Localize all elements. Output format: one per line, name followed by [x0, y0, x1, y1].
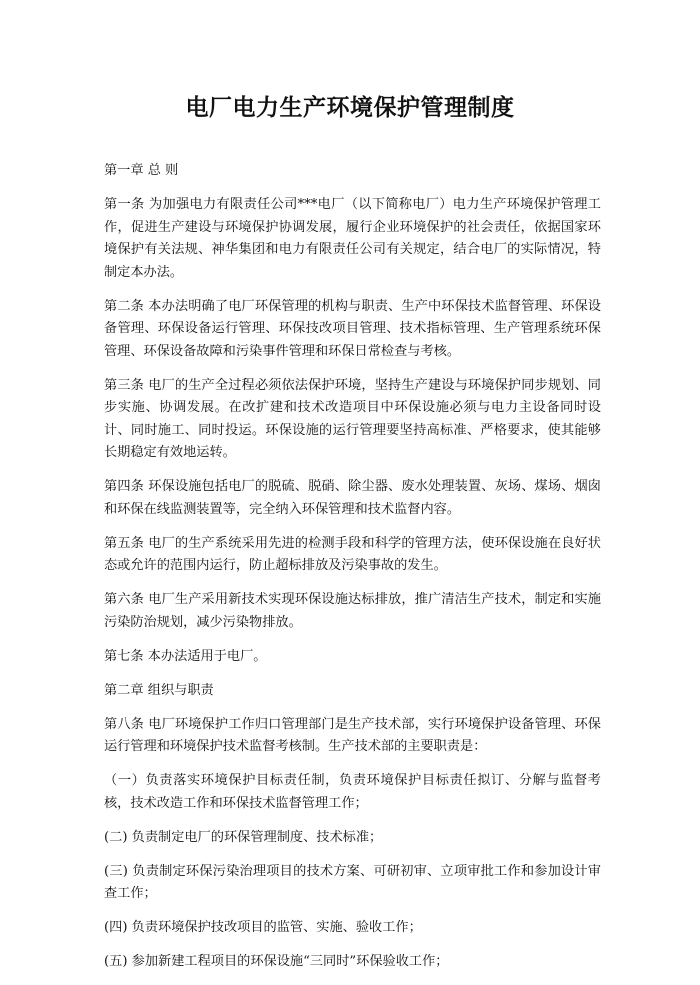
chapter-heading-2: 第二章 组织与职责	[104, 682, 214, 698]
document-title: 电厂电力生产环境保护管理制度	[185, 94, 515, 121]
article-2: 第二条 本办法明确了电厂环保管理的机构与职责、生产中环保技术监督管理、环保设备管理、环保设备运行管理、环保技改项目管理、技术指标管理、生产管理系统环保管理、环保设备故障和污染事件管理和环保日常检查与考核。	[104, 298, 601, 359]
duty-item-4: (四) 负责环境保护技改项目的监管、实施、验收工作；	[104, 920, 422, 935]
article-1: 第一条 为加强电力有限责任公司***电厂（以下简称电厂）电力生产环境保护管理工作，促进生产建设与环境保护协调发展，履行企业环境保护的社会责任，依据国家环境保护有关法规、神华集团和电力有限责任公司有关规定，结合电厂的实际情况，特制定本办法。	[104, 197, 601, 280]
article-3: 第三条 电厂的生产全过程必须依法保护环境，坚持生产建设与环境保护同步规划、同步实施、协调发展。在改扩建和技术改造项目中环保设施必须与电力主设备同时设计、同时施工、同时投运。环保设施的运行管理要坚持高标准、严格要求，使其能够长期稳定有效地运转。	[104, 377, 601, 460]
chapter-heading-1: 第一章 总 则	[104, 163, 179, 178]
article-6: 第六条 电厂生产采用新技术实现环保设施达标排放，推广清洁生产技术，制定和实施污染防治规划，减少污染物排放。	[104, 592, 601, 630]
article-4: 第四条 环保设施包括电厂的脱硫、脱硝、除尘器、废水处理装置、灰场、煤场、烟囱和环保在线监测装置等，完全纳入环保管理和技术监督内容。	[104, 479, 601, 517]
duty-item-2: (二) 负责制定电厂的环保管理制度、技术标准；	[104, 829, 383, 845]
duty-item-5: (五) 参加新建工程项目的环保设施“三同时”环保验收工作；	[104, 954, 449, 969]
duty-item-3: (三) 负责制定环保污染治理项目的技术方案、可研初审、立项审批工作和参加设计审查工作；	[104, 863, 601, 901]
duty-item-1: （一）负责落实环境保护目标责任制，负责环境保护目标责任拟订、分解与监督考核，技术改造工作和环保技术监督管理工作；	[104, 773, 601, 811]
article-5: 第五条 电厂的生产系统采用先进的检测手段和科学的管理方法，使环保设施在良好状态或允许的范围内运行，防止超标排放及污染事故的发生。	[104, 535, 601, 573]
article-7: 第七条 本办法适用于电厂。	[104, 648, 267, 664]
article-8: 第八条 电厂环境保护工作归口管理部门是生产技术部，实行环境保护设备管理、环保运行管理和环境保护技术监督考核制。生产技术部的主要职责是：	[104, 716, 601, 754]
document-body	[104, 160, 601, 985]
